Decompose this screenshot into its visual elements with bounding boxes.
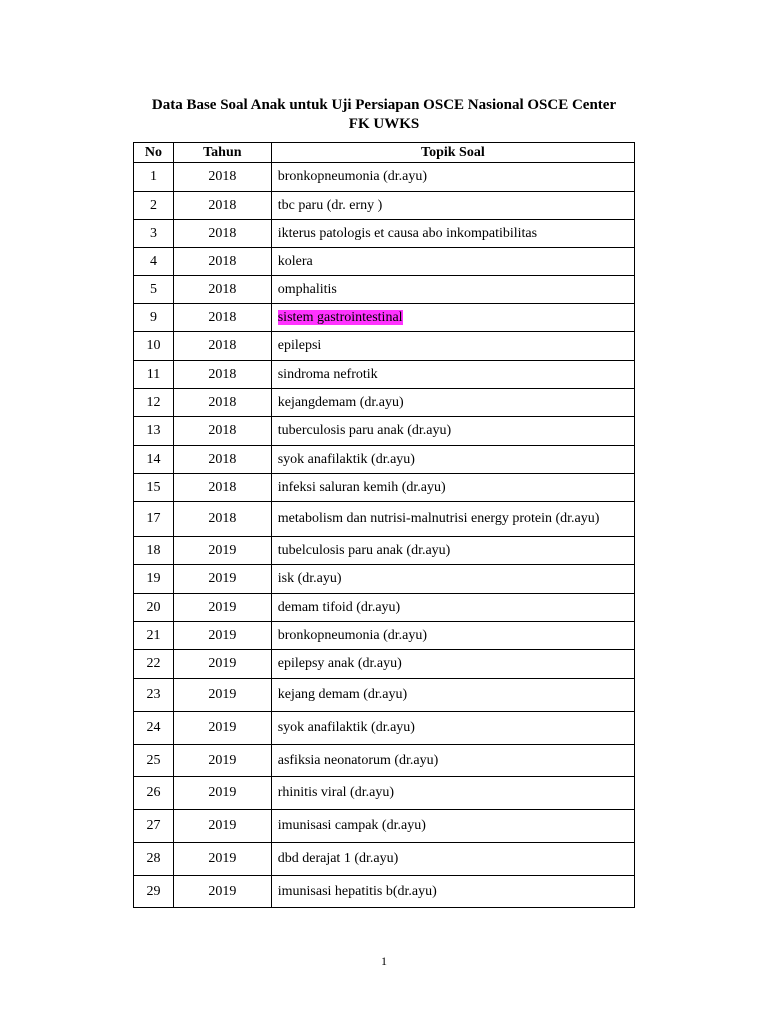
- table-row: [134, 810, 635, 843]
- cell-no: 26: [134, 777, 174, 810]
- cell-tahun: 2018: [173, 361, 271, 389]
- cell-tahun: 2018: [173, 304, 271, 332]
- cell-tahun: 2019: [173, 565, 271, 594]
- topik-text: ikterus patologis et causa abo inkompatibilitas: [277, 225, 538, 241]
- header-no: No: [134, 143, 174, 163]
- table-row: [134, 679, 635, 712]
- cell-tahun: 2019: [173, 712, 271, 745]
- table-row: [134, 650, 635, 679]
- topik-text: kolera: [277, 253, 313, 269]
- cell-topik: [271, 474, 634, 502]
- cell-no: 11: [134, 361, 174, 389]
- cell-topik: [271, 810, 634, 843]
- table-row: [134, 502, 635, 537]
- cell-topik: [271, 502, 634, 537]
- cell-no: 12: [134, 389, 174, 417]
- topik-text: syok anafilaktik (dr.ayu): [277, 451, 415, 467]
- cell-no: 10: [134, 332, 174, 361]
- topik-text: tubelculosis paru anak (dr.ayu): [277, 542, 451, 558]
- cell-tahun: 2018: [173, 446, 271, 474]
- table-row: [134, 332, 635, 361]
- cell-topik: [271, 876, 634, 908]
- cell-topik: [271, 712, 634, 745]
- cell-no: 13: [134, 417, 174, 446]
- cell-no: 25: [134, 745, 174, 777]
- cell-tahun: 2019: [173, 810, 271, 843]
- cell-no: 20: [134, 594, 174, 622]
- cell-tahun: 2019: [173, 843, 271, 876]
- topik-text: epilepsy anak (dr.ayu): [277, 656, 402, 671]
- topik-text: omphalitis: [277, 281, 337, 297]
- table-row: [134, 389, 635, 417]
- cell-topik: [271, 163, 634, 192]
- cell-tahun: 2019: [173, 622, 271, 650]
- cell-topik: [271, 446, 634, 474]
- table-row: [134, 192, 635, 220]
- table-row: [134, 745, 635, 777]
- cell-topik: [271, 248, 634, 276]
- table-row: [134, 220, 635, 248]
- topik-text: tuberculosis paru anak (dr.ayu): [277, 423, 452, 438]
- cell-topik: [271, 389, 634, 417]
- table-row: [134, 622, 635, 650]
- topik-text: imunisasi hepatitis b(dr.ayu): [277, 883, 437, 899]
- cell-tahun: 2018: [173, 417, 271, 446]
- table-row: [134, 474, 635, 502]
- cell-no: 29: [134, 876, 174, 908]
- table-row: [134, 304, 635, 332]
- table-row: [134, 276, 635, 304]
- cell-topik: [271, 220, 634, 248]
- cell-topik: [271, 777, 634, 810]
- cell-topik: [271, 622, 634, 650]
- cell-tahun: 2018: [173, 502, 271, 537]
- cell-tahun: 2018: [173, 332, 271, 361]
- cell-topik: [271, 594, 634, 622]
- cell-topik: [271, 192, 634, 220]
- cell-no: 3: [134, 220, 174, 248]
- cell-topik: [271, 843, 634, 876]
- table-body: [134, 163, 635, 908]
- cell-tahun: 2019: [173, 745, 271, 777]
- cell-no: 17: [134, 502, 174, 537]
- topik-text: isk (dr.ayu): [277, 571, 342, 586]
- topik-text: kejang demam (dr.ayu): [277, 687, 408, 702]
- cell-no: 19: [134, 565, 174, 594]
- topik-text: demam tifoid (dr.ayu): [277, 599, 401, 615]
- cell-topik: [271, 537, 634, 565]
- topik-text: metabolism dan nutrisi-malnutrisi energy protein (dr.ayu): [277, 511, 600, 526]
- cell-no: 4: [134, 248, 174, 276]
- cell-tahun: 2018: [173, 389, 271, 417]
- topik-text: infeksi saluran kemih (dr.ayu): [277, 479, 446, 495]
- page-number: 1: [381, 954, 387, 968]
- cell-no: 14: [134, 446, 174, 474]
- table-row: [134, 446, 635, 474]
- cell-tahun: 2019: [173, 594, 271, 622]
- cell-topik: [271, 679, 634, 712]
- topik-text: tbc paru (dr. erny ): [277, 197, 383, 213]
- cell-tahun: 2019: [173, 876, 271, 908]
- cell-topik: [271, 745, 634, 777]
- topik-text: sindroma nefrotik: [277, 366, 378, 382]
- table-row: [134, 163, 635, 192]
- topik-text: bronkopneumonia (dr.ayu): [277, 627, 428, 643]
- cell-no: 9: [134, 304, 174, 332]
- cell-no: 28: [134, 843, 174, 876]
- cell-no: 2: [134, 192, 174, 220]
- topik-text: sistem gastrointestinal: [277, 309, 403, 325]
- cell-topik: [271, 332, 634, 361]
- cell-tahun: 2019: [173, 650, 271, 679]
- header-topik: Topik Soal: [271, 143, 634, 163]
- cell-topik: [271, 361, 634, 389]
- cell-no: 24: [134, 712, 174, 745]
- cell-no: 1: [134, 163, 174, 192]
- cell-no: 5: [134, 276, 174, 304]
- title-line-1: Data Base Soal Anak untuk Uji Persiapan OSCE Nasional OSCE Center: [151, 97, 617, 113]
- table-row: [134, 876, 635, 908]
- table-row: [134, 712, 635, 745]
- cell-topik: [271, 417, 634, 446]
- topik-text: kejangdemam (dr.ayu): [277, 394, 404, 410]
- document-title: [0, 96, 768, 134]
- cell-topik: [271, 565, 634, 594]
- cell-tahun: 2019: [173, 777, 271, 810]
- table-header-row: [134, 143, 635, 163]
- cell-no: 15: [134, 474, 174, 502]
- table-row: [134, 777, 635, 810]
- topik-text: imunisasi campak (dr.ayu): [277, 818, 426, 833]
- cell-tahun: 2019: [173, 679, 271, 712]
- cell-no: 23: [134, 679, 174, 712]
- title-line-2: FK UWKS: [348, 116, 420, 132]
- cell-no: 27: [134, 810, 174, 843]
- table-row: [134, 537, 635, 565]
- cell-topik: [271, 304, 634, 332]
- cell-no: 18: [134, 537, 174, 565]
- cell-tahun: 2018: [173, 163, 271, 192]
- cell-tahun: 2018: [173, 220, 271, 248]
- cell-no: 21: [134, 622, 174, 650]
- table-row: [134, 843, 635, 876]
- topik-text: rhinitis viral (dr.ayu): [277, 785, 394, 800]
- table-row: [134, 417, 635, 446]
- cell-tahun: 2018: [173, 192, 271, 220]
- topik-text: asfiksia neonatorum (dr.ayu): [277, 752, 439, 768]
- cell-no: 22: [134, 650, 174, 679]
- cell-tahun: 2019: [173, 537, 271, 565]
- topik-text: dbd derajat 1 (dr.ayu): [277, 851, 399, 866]
- cell-tahun: 2018: [173, 474, 271, 502]
- table-row: [134, 248, 635, 276]
- topik-text: syok anafilaktik (dr.ayu): [277, 720, 415, 735]
- cell-tahun: 2018: [173, 276, 271, 304]
- cell-topik: [271, 650, 634, 679]
- table-row: [134, 565, 635, 594]
- topik-text: epilepsi: [277, 338, 322, 353]
- cell-tahun: 2018: [173, 248, 271, 276]
- table-row: [134, 361, 635, 389]
- cell-topik: [271, 276, 634, 304]
- soal-table: [133, 142, 635, 908]
- topik-text: bronkopneumonia (dr.ayu): [277, 169, 428, 184]
- table-row: [134, 594, 635, 622]
- header-tahun: Tahun: [173, 143, 271, 163]
